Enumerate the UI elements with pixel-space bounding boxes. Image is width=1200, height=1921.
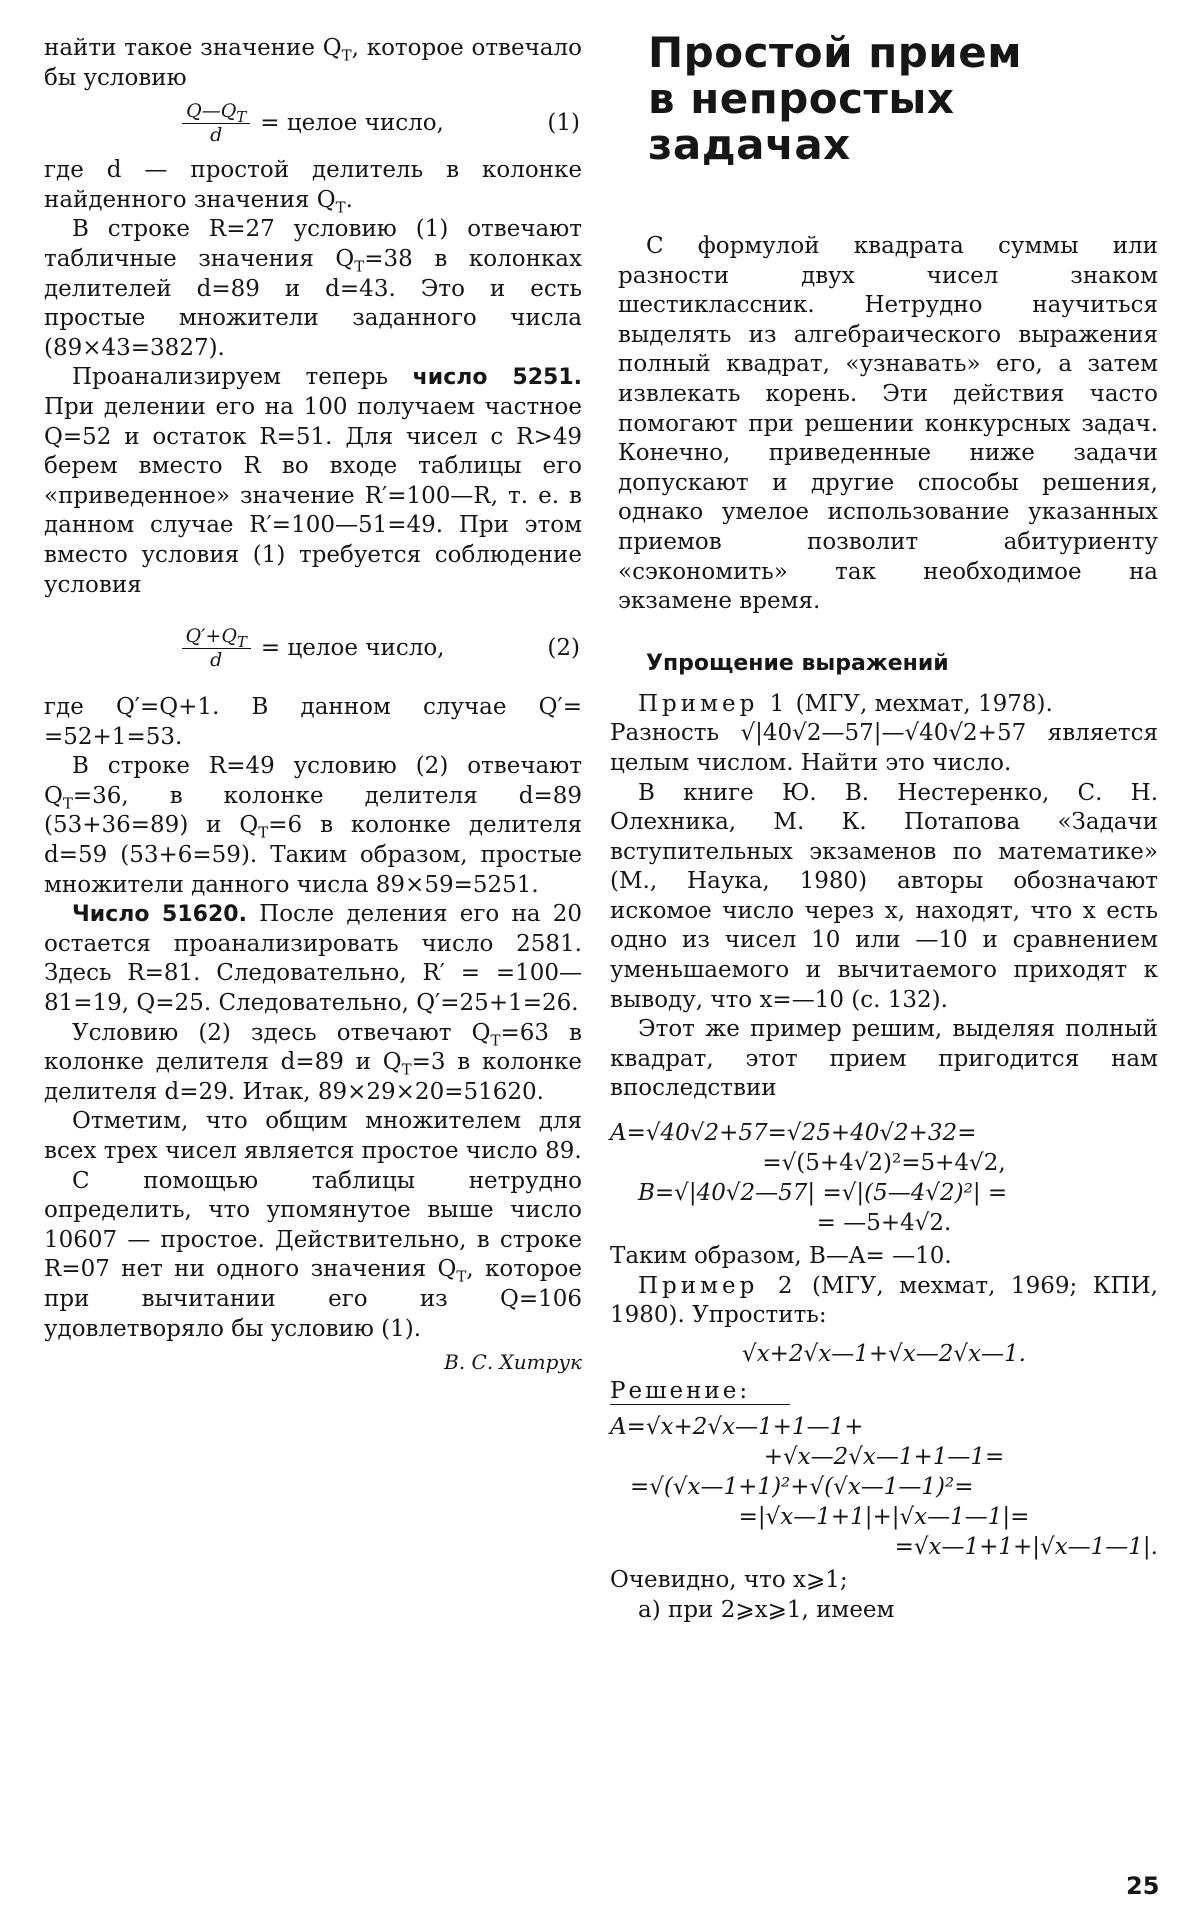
math-line: A=√x+2√x—1+1—1+ — [610, 1414, 864, 1441]
paragraph: Условию (2) здесь отвечают $Q_T=63$ в колонке делителя d=89 и $Q_T=3$ в колонке делителя d=29. Итак, 89×29×20=51620. — [44, 1019, 582, 1105]
fraction: $\frac{Q'+Q_T}{d}$ — [182, 624, 251, 671]
left-column — [44, 34, 582, 1374]
paragraph: Этот же пример решим, выделяя полный квадрат, этот прием пригодится нам впоследствии — [610, 1016, 1158, 1102]
paragraph: Отметим, что общим множителем для всех трех чисел является простое число 89. — [44, 1108, 582, 1164]
math-line: B=√|40√2—57| =√|(5—4√2)²| = — [638, 1180, 1008, 1207]
paragraph: В строке R=49 условию (2) отвечают $Q_T=36$, в колонке делителя d=89 (53+36=89) и $Q_T=6$ в колонке делителя d=59 (53+6=59). Таким образом, простые множители данного числа 89×59=5251. — [44, 753, 582, 898]
paragraph: а) при 2⩾x⩾1, имеем — [638, 1597, 895, 1623]
paragraph: Очевидно, что x⩾1; — [610, 1567, 848, 1594]
derivation-1 — [610, 1118, 1158, 1238]
math-line: √x+2√x—1+√x—2√x—1. — [742, 1340, 1026, 1367]
derivation-2 — [610, 1412, 1158, 1562]
math-line: A=√40√2+57=√25+40√2+32= — [610, 1120, 977, 1147]
section-heading: Упрощение выражений — [646, 650, 949, 676]
paragraph: Таким образом, B—A= —10. — [610, 1243, 952, 1270]
paragraph: В книге Ю. В. Нестеренко, С. Н. Олехника, М. К. Потапова «Задачи вступительных экзаменов по математике» (М., Наука, 1980) авторы обозначают искомое число через x, находят, что x есть одно из чисел 10 или —10 и сравнением уменьшаемого и вычитаемого приходят к выводу, что x=—10 (с. 132). — [610, 779, 1158, 1013]
paragraph: Проанализируем теперь число 5251. При делении его на 100 получаем частное Q=52 и остаток R=51. Для чисел с R>49 берем вместо R во входе таблицы его «приведенное» значение R′=100—R, т. е. в данном случае R′=100—51=49. При этом вместо условия (1) требуется соблюдение условия — [44, 364, 582, 598]
example-2-heading: Пример 2 (МГУ, мехмат, 1969; КПИ, 1980). Упростить: — [610, 1272, 1158, 1329]
article-title: Простой прием в непростых задачах — [648, 28, 1023, 169]
paragraph: где d — простой делитель в колонке найденного значения $Q_T$. — [44, 157, 582, 217]
formula-2 — [44, 624, 582, 671]
page-number: 25 — [1126, 1872, 1160, 1900]
equation-number: (2) — [547, 634, 580, 661]
paragraph: С помощью таблицы нетрудно определить, что упомянутое выше число 10607 — простое. Действительно, в строке R=07 нет ни одного значения $Q_T$, которое при вычитании его из Q=106 удовлетворяло бы условию (1). — [44, 1167, 582, 1342]
formula-rhs: = целое число, — [260, 634, 445, 661]
math-line: =√(√x—1+1)²+√(√x—1—1)²= — [630, 1474, 974, 1501]
intro-paragraph: С формулой квадрата суммы или разности двух чисел знаком шестиклассник. Нетрудно научиться выделять из алгебраического выражения полный квадрат, «узнавать» его, а затем извлекать корень. Эти действия часто помогают при решении конкурсных задач. Конечно, приведенные ниже задачи допускают и другие способы решения, однако умелое использование указанных приемов позволит абитуриенту «сэкономить» так необходимое на экзамене время. — [618, 233, 1158, 615]
math-line: +√x—2√x—1+1—1= — [763, 1444, 1005, 1471]
equation-number: (1) — [547, 109, 580, 136]
formula-1 — [44, 99, 582, 146]
fraction: $\frac{Q—Q_T}{d}$ — [182, 99, 250, 146]
math-line: =√x—1+1+|√x—1—1|. — [894, 1534, 1158, 1561]
formula-rhs: = целое число, — [260, 109, 444, 136]
paragraph: В строке R=27 условию (1) отвечают табличные значения $Q_T=38$ в колонках делителей d=89 и d=43. Это и есть простые множители заданного числа (89×43=3827). — [44, 216, 582, 361]
paragraph: Число 51620. После деления его на 20 остается проанализировать число 2581. Здесь R=81. Следовательно, R′ = =100—81=19, Q=25. Следовательно, Q′=25+1=26. — [44, 901, 582, 1017]
author-signature: В. С. Хитрук — [444, 1350, 582, 1375]
math-line: = —5+4√2. — [816, 1210, 952, 1237]
math-line: =|√x—1+1|+|√x—1—1|= — [738, 1504, 1030, 1531]
right-column — [610, 30, 1158, 1626]
paragraph: найти такое значение $Q_T$, которое отвечало бы условию — [44, 35, 582, 91]
solution-label: Решение: — [610, 1377, 1158, 1407]
example-1-text: Разность √|40√2—57|—√40√2+57 является целым числом. Найти это число. — [610, 720, 1158, 776]
example-1-heading: Пример 1 (МГУ, мехмат, 1978). — [638, 690, 1053, 717]
math-line: =√(5+4√2)²=5+4√2, — [762, 1150, 1006, 1177]
paragraph: где Q′=Q+1. В данном случае Q′= =52+1=53. — [44, 694, 582, 750]
